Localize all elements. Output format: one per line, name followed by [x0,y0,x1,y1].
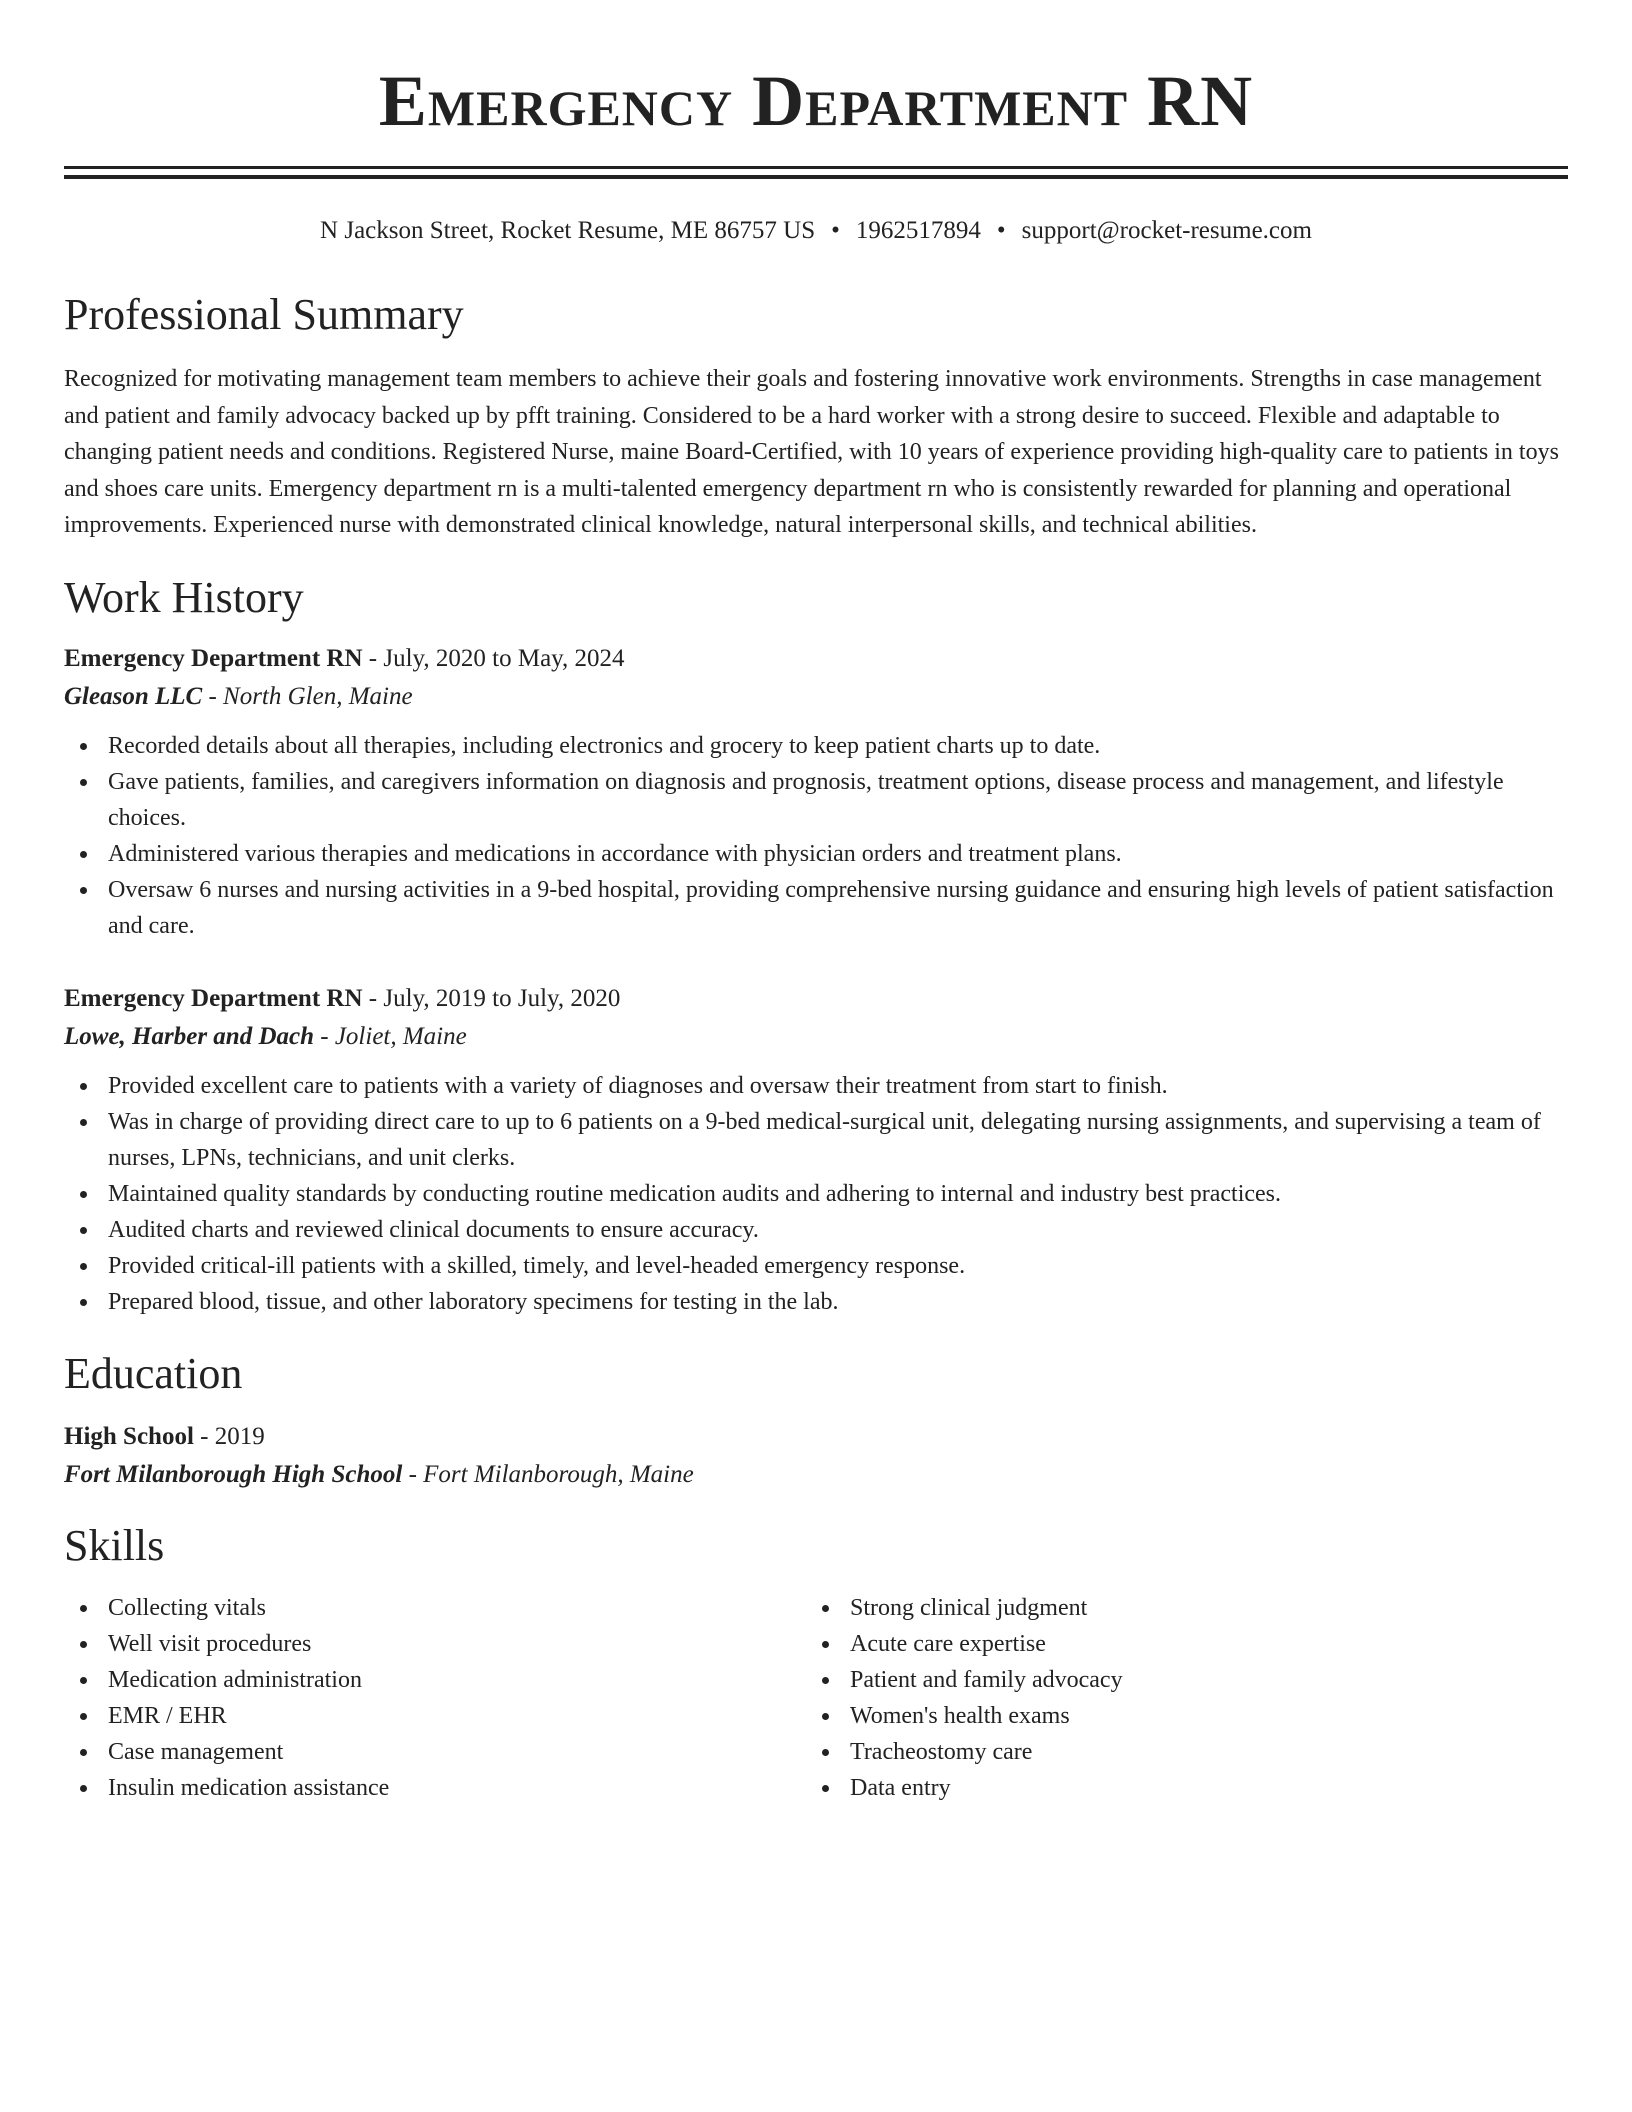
list-item: Data entry [806,1770,1548,1806]
list-item: Audited charts and reviewed clinical documents to ensure accuracy. [64,1212,1568,1248]
job-dates: - July, 2020 to May, 2024 [362,644,625,672]
job-location: - North Glen, Maine [202,682,413,710]
contact-separator: • [831,217,840,244]
list-item: Tracheostomy care [806,1734,1548,1770]
job-bullets [64,1068,1568,1320]
contact-separator: • [996,217,1006,244]
contact-line [64,215,1568,247]
skills-list-right [806,1590,1548,1806]
contact-phone: 1962517894 [855,217,981,244]
job-location: - Joliet, Maine [314,1022,467,1050]
skills-list-left [64,1590,806,1806]
job-entry-1 [64,640,1568,944]
contact-address: N Jackson Street, Rocket Resume, ME 86757 US [320,217,816,244]
job-title-line [64,640,1568,678]
list-item: Gave patients, families, and caregivers information on diagnosis and prognosis, treatment options, disease process and management, and lifestyle choices. [64,764,1568,836]
education-heading: Education [64,1348,243,1398]
header-rule-bottom [64,175,1568,179]
job-entry-2 [64,980,1568,1320]
list-item: Maintained quality standards by conducting routine medication audits and adhering to internal and industry best practices. [64,1176,1568,1212]
education-year: - 2019 [193,1422,265,1450]
job-dates: - July, 2019 to July, 2020 [362,984,621,1012]
list-item: Oversaw 6 nurses and nursing activities in a 9-bed hospital, providing comprehensive nursing guidance and ensuring high levels of patient satisfaction and care. [64,872,1568,944]
list-item: Acute care expertise [806,1626,1548,1662]
contact-email[interactable]: support@rocket-resume.com [1021,217,1312,244]
job-employer-line [64,678,1568,716]
education-entry [64,1418,1568,1494]
job-bullets [64,728,1568,944]
list-item: Provided critical-ill patients with a skilled, timely, and level-headed emergency response. [64,1248,1568,1284]
education-location: - Fort Milanborough, Maine [402,1460,694,1488]
job-role: Emergency Department RN [64,984,363,1012]
list-item: EMR / EHR [64,1698,806,1734]
skills-heading: Skills [64,1520,165,1570]
work-history-heading: Work History [64,572,304,622]
candidate-name: Emergency Department RN [378,61,1254,141]
education-degree-line [64,1418,1568,1456]
list-item: Strong clinical judgment [806,1590,1548,1626]
list-item: Recorded details about all therapies, including electronics and grocery to keep patient charts up to date. [64,728,1568,764]
education-school-line [64,1456,1568,1494]
education-degree: High School [64,1422,194,1450]
list-item: Case management [64,1734,806,1770]
list-item: Women's health exams [806,1698,1548,1734]
list-item: Provided excellent care to patients with a variety of diagnoses and oversaw their treatment from start to finish. [64,1068,1568,1104]
job-employer-line [64,1018,1568,1056]
summary-heading: Professional Summary [64,290,464,339]
job-role: Emergency Department RN [64,644,363,672]
summary-text: Recognized for motivating management team members to achieve their goals and fostering innovative work environments. Strengths in case management and patient and family advocacy backed up by pfft training. Considered to be a hard worker with a strong desire to succeed. Flexible and adaptable to changing patient needs and conditions. Registered Nurse, maine Board-Certified, with 10 years of experience providing high-quality care to patients in toys and shoes care units. Emergency department rn is a multi-talented emergency department rn who is consistently rewarded for planning and operational improvements. Experienced nurse with demonstrated clinical knowledge, natural interpersonal skills, and technical abilities. [64,366,1559,538]
list-item: Administered various therapies and medications in accordance with physician orders and treatment plans. [64,836,1568,872]
job-title-line [64,980,1568,1018]
list-item: Collecting vitals [64,1590,806,1626]
list-item: Well visit procedures [64,1626,806,1662]
list-item: Insulin medication assistance [64,1770,806,1806]
list-item: Was in charge of providing direct care to up to 6 patients on a 9-bed medical-surgical unit, delegating nursing assignments, and supervising a team of nurses, LPNs, technicians, and unit clerks. [64,1104,1568,1176]
resume-page [64,0,1568,1806]
education-school: Fort Milanborough High School [64,1460,403,1488]
list-item: Patient and family advocacy [806,1662,1548,1698]
list-item: Prepared blood, tissue, and other laboratory specimens for testing in the lab. [64,1284,1568,1320]
job-company: Lowe, Harber and Dach [64,1022,314,1050]
job-company: Gleason LLC [64,682,203,710]
list-item: Medication administration [64,1662,806,1698]
skills-columns [64,1590,1568,1806]
